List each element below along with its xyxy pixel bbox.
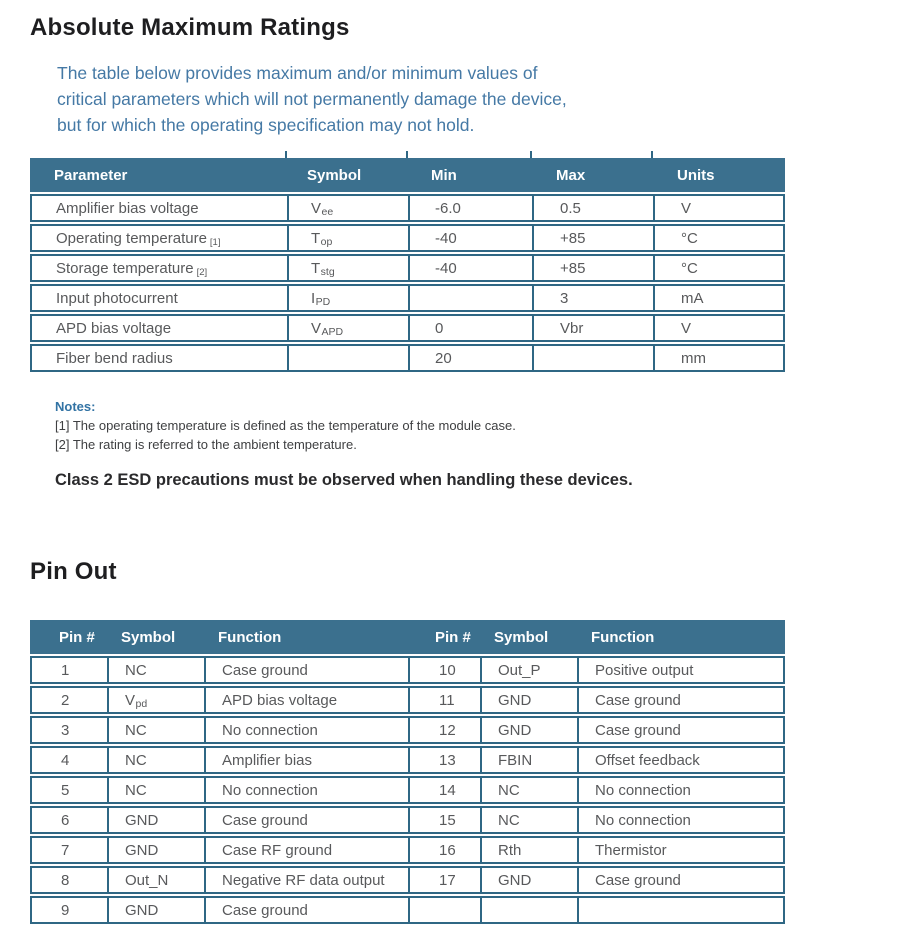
- symbol-cell: V APD: [287, 316, 408, 340]
- function-cell: APD bias voltage: [204, 688, 408, 712]
- column-header-function-left: Function: [218, 628, 282, 646]
- column-header-symbol-right: Symbol: [494, 628, 549, 646]
- function-cell: Negative RF data output: [204, 868, 408, 892]
- pin-number-cell: [408, 898, 480, 922]
- table-row: [30, 806, 785, 834]
- symbol-cell: NC: [107, 658, 204, 682]
- symbol-cell: T stg: [287, 256, 408, 280]
- column-tick: [285, 151, 287, 158]
- symbol-cell: FBIN: [480, 748, 577, 772]
- note-reference: [2]: [196, 266, 208, 278]
- parameter-cell: Amplifier bias voltage: [56, 199, 199, 217]
- pin-number-cell: 2: [61, 691, 70, 709]
- pin-number-cell: 15: [408, 808, 480, 832]
- symbol-cell: GND: [107, 838, 204, 862]
- symbol-cell: GND: [480, 688, 577, 712]
- pin-number-cell: 9: [61, 901, 70, 919]
- column-header-max: Max: [556, 166, 586, 184]
- function-cell: Thermistor: [577, 838, 783, 862]
- table-row: [30, 284, 785, 312]
- units-cell: mA: [653, 286, 783, 310]
- units-cell: °C: [653, 226, 783, 250]
- symbol-cell: GND: [480, 868, 577, 892]
- symbol-cell: Rth: [480, 838, 577, 862]
- notes-label: Notes:: [55, 399, 96, 414]
- note-reference: [1]: [209, 236, 221, 248]
- pin-number-cell: 3: [61, 721, 70, 739]
- column-tick: [530, 151, 532, 158]
- column-header-pin-left: Pin #: [59, 628, 95, 646]
- min-cell: -40: [408, 256, 532, 280]
- column-tick: [651, 151, 653, 158]
- table-row: [30, 896, 785, 924]
- column-header-symbol: Symbol: [307, 166, 362, 184]
- parameter-cell: Input photocurrent: [56, 289, 178, 307]
- symbol-cell: NC: [480, 808, 577, 832]
- symbol-subscript: ee: [321, 206, 334, 218]
- absolute-maximum-ratings-table: [30, 158, 785, 372]
- min-cell: -40: [408, 226, 532, 250]
- symbol-cell: GND: [480, 718, 577, 742]
- symbol-cell: NC: [480, 778, 577, 802]
- units-cell: mm: [653, 346, 783, 370]
- function-cell: No connection: [204, 778, 408, 802]
- pinout-table-header-row: [30, 620, 785, 654]
- symbol-cell: V ee: [287, 196, 408, 220]
- column-header-min: Min: [431, 166, 457, 184]
- parameter-cell: Operating temperature [1]: [56, 229, 221, 248]
- table-row: [30, 224, 785, 252]
- table-row: [30, 254, 785, 282]
- table-row: [30, 686, 785, 714]
- function-cell: No connection: [577, 808, 783, 832]
- pin-number-cell: 13: [408, 748, 480, 772]
- min-cell: -6.0: [408, 196, 532, 220]
- table-row: [30, 746, 785, 774]
- pin-number-cell: 14: [408, 778, 480, 802]
- units-cell: V: [653, 196, 783, 220]
- max-cell: 0.5: [532, 196, 653, 220]
- pin-number-cell: 6: [61, 811, 70, 829]
- function-cell: Case ground: [204, 658, 408, 682]
- function-cell: Case ground: [577, 718, 783, 742]
- column-header-units: Units: [677, 166, 715, 184]
- parameter-cell: Storage temperature [2]: [56, 259, 208, 278]
- intro-line: critical parameters which will not permanently damage the device,: [57, 89, 567, 109]
- note-item: [2] The rating is referred to the ambient temperature.: [55, 437, 357, 452]
- function-cell: Case ground: [204, 898, 408, 922]
- symbol-cell: T op: [287, 226, 408, 250]
- max-cell: [532, 346, 653, 370]
- table-row: [30, 836, 785, 864]
- notes-block: [55, 397, 516, 454]
- function-cell: Case ground: [204, 808, 408, 832]
- function-cell: No connection: [204, 718, 408, 742]
- table-row: [30, 776, 785, 804]
- units-cell: °C: [653, 256, 783, 280]
- symbol-cell: GND: [107, 808, 204, 832]
- symbol-subscript: stg: [320, 266, 335, 278]
- pin-number-cell: 4: [61, 751, 70, 769]
- table-row: [30, 344, 785, 372]
- min-cell: [408, 286, 532, 310]
- symbol-cell: NC: [107, 778, 204, 802]
- function-cell: [577, 898, 783, 922]
- symbol-cell: V pd: [107, 688, 204, 712]
- pin-number-cell: 17: [408, 868, 480, 892]
- pin-number-cell: 10: [408, 658, 480, 682]
- pin-number-cell: 8: [61, 871, 70, 889]
- max-cell: Vbr: [532, 316, 653, 340]
- pin-number-cell: 11: [408, 688, 480, 712]
- symbol-cell: [480, 898, 577, 922]
- function-cell: Amplifier bias: [204, 748, 408, 772]
- max-cell: 3: [532, 286, 653, 310]
- column-tick: [406, 151, 408, 158]
- symbol-subscript: PD: [315, 296, 331, 308]
- min-cell: 20: [408, 346, 532, 370]
- table-row: [30, 656, 785, 684]
- function-cell: Positive output: [577, 658, 783, 682]
- symbol-subscript: APD: [321, 326, 344, 338]
- table-row: [30, 194, 785, 222]
- amr-section-title: Absolute Maximum Ratings: [30, 14, 350, 41]
- table-row: [30, 716, 785, 744]
- max-cell: +85: [532, 256, 653, 280]
- function-cell: No connection: [577, 778, 783, 802]
- column-header-function-right: Function: [591, 628, 655, 646]
- function-cell: Case RF ground: [204, 838, 408, 862]
- function-cell: Case ground: [577, 868, 783, 892]
- pin-number-cell: 1: [61, 661, 70, 679]
- pin-number-cell: 5: [61, 781, 70, 799]
- symbol-subscript: pd: [135, 698, 148, 710]
- pinout-table: [30, 620, 785, 924]
- symbol-cell: NC: [107, 718, 204, 742]
- table-row: [30, 314, 785, 342]
- column-header-pin-right: Pin #: [435, 628, 471, 646]
- parameter-cell: Fiber bend radius: [56, 349, 173, 367]
- pin-number-cell: 16: [408, 838, 480, 862]
- note-item: [1] The operating temperature is defined as the temperature of the module case.: [55, 418, 516, 433]
- min-cell: 0: [408, 316, 532, 340]
- symbol-subscript: op: [320, 236, 333, 248]
- column-header-symbol-left: Symbol: [121, 628, 176, 646]
- table-row: [30, 866, 785, 894]
- pinout-section-title: Pin Out: [30, 558, 117, 585]
- parameter-cell: APD bias voltage: [56, 319, 172, 337]
- pin-number-cell: 7: [61, 841, 70, 859]
- symbol-cell: Out_N: [107, 868, 204, 892]
- symbol-cell: Out_P: [480, 658, 577, 682]
- symbol-cell: NC: [107, 748, 204, 772]
- column-header-parameter: Parameter: [54, 166, 128, 184]
- amr-intro-paragraph: [57, 60, 567, 138]
- function-cell: Case ground: [577, 688, 783, 712]
- intro-line: but for which the operating specification may not hold.: [57, 115, 475, 135]
- amr-table-header-row: [30, 158, 785, 192]
- function-cell: Offset feedback: [577, 748, 783, 772]
- units-cell: V: [653, 316, 783, 340]
- max-cell: +85: [532, 226, 653, 250]
- intro-line: The table below provides maximum and/or minimum values of: [57, 63, 538, 83]
- esd-warning: Class 2 ESD precautions must be observed when handling these devices.: [55, 471, 633, 489]
- symbol-cell: [287, 346, 408, 370]
- pin-number-cell: 12: [408, 718, 480, 742]
- symbol-cell: I PD: [287, 286, 408, 310]
- symbol-cell: GND: [107, 898, 204, 922]
